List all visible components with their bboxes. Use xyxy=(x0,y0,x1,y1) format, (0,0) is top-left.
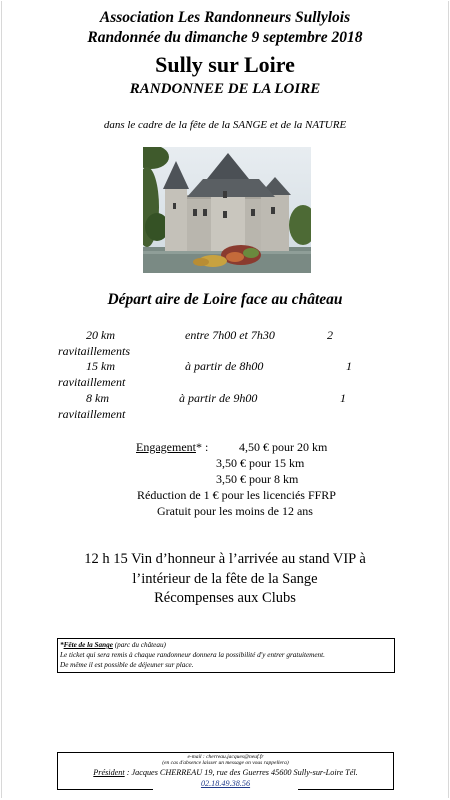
castle-photo xyxy=(143,147,311,273)
fee-reduction: Réduction de 1 € pour les licenciés FFRP xyxy=(137,488,336,502)
route-supply-count: 2 xyxy=(327,328,333,342)
route-time: à partir de 9h00 xyxy=(179,391,258,405)
sange-note-box xyxy=(57,638,395,673)
contact-email: e-mail : cherreau.jacques@neuf.fr xyxy=(187,754,264,760)
fee-free: Gratuit pour les moins de 12 ans xyxy=(157,504,313,518)
fee-price: 4,50 € pour 20 km xyxy=(239,440,328,454)
route-supply-count: 1 xyxy=(340,391,346,405)
route-time: entre 7h00 et 7h30 xyxy=(185,328,275,342)
president-line xyxy=(58,767,393,778)
event-title: RANDONNEE DE LA LOIRE xyxy=(129,81,321,97)
phone-link[interactable]: 02.18.49.38.56 xyxy=(200,779,251,788)
sange-note-title-line xyxy=(60,640,166,650)
route-supply-unit: ravitaillement xyxy=(58,375,126,389)
reception-line: Récompenses aux Clubs xyxy=(154,590,296,606)
sange-note-marker: * xyxy=(60,641,64,649)
association-name: Association Les Randonneurs Sullylois xyxy=(99,9,351,26)
route-supply-unit: ravitaillement xyxy=(58,407,126,421)
event-context: dans le cadre de la fête de la SANGE et de la NATURE xyxy=(103,119,347,131)
route-distance: 8 km xyxy=(86,391,109,405)
president-label: Président xyxy=(93,768,125,777)
sange-note-subtitle: (parc du château) xyxy=(112,641,166,649)
route-distance: 20 km xyxy=(86,328,115,342)
sange-note-title: Fête de la Sange xyxy=(63,641,113,649)
fee-price: 3,50 € pour 8 km xyxy=(216,472,299,486)
sange-note-line: Le ticket qui sera remis à chaque randonneur donnera la possibilité d'y entrer gratuitement. xyxy=(60,651,325,659)
reception-line: l’intérieur de la fête de la Sange xyxy=(132,571,318,587)
fees-marker: * : xyxy=(195,440,209,454)
city-title: Sully sur Loire xyxy=(155,52,295,77)
president-details: : Jacques CHERREAU 19, rue des Guerres 45600 Sully-sur-Loire Tél. xyxy=(124,768,358,777)
route-supply-unit: ravitaillements xyxy=(58,344,130,358)
contact-email-note: (en cas d'absence laisser un message on vous rappellera) xyxy=(162,760,289,766)
footer-bottom-border xyxy=(298,789,393,790)
fees-heading xyxy=(136,439,208,455)
contact-footer xyxy=(57,752,394,790)
route-time: à partir de 8h00 xyxy=(185,359,264,373)
event-date: Randonnée du dimanche 9 septembre 2018 xyxy=(87,29,363,46)
fees-label: Engagement xyxy=(136,440,196,454)
phone-line xyxy=(58,778,393,789)
departure-location: Départ aire de Loire face au château xyxy=(107,291,343,308)
sange-note-line: De même il est possible de déjeuner sur place. xyxy=(60,661,194,669)
reception-line: 12 h 15 Vin d’honneur à l’arrivée au stand VIP à xyxy=(84,551,366,567)
route-supply-count: 1 xyxy=(346,359,352,373)
route-distance: 15 km xyxy=(86,359,115,373)
fee-price: 3,50 € pour 15 km xyxy=(216,456,305,470)
footer-bottom-border xyxy=(58,789,153,790)
